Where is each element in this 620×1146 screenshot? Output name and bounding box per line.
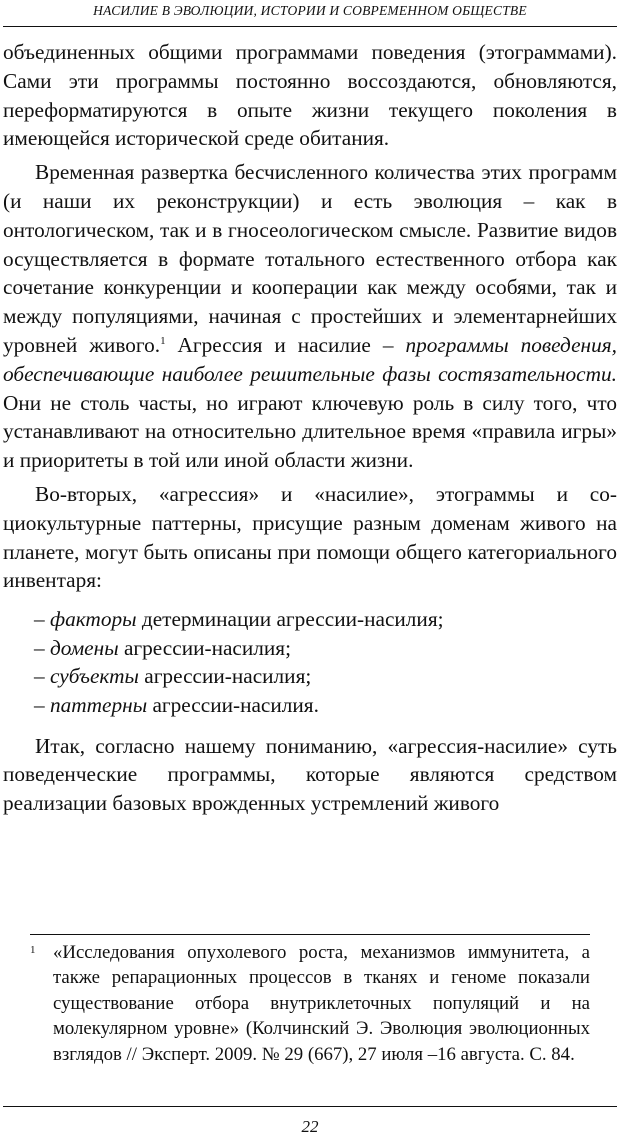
paragraph-2-part-3: Они не столь часты, но играют ключевую роль в силу того, что устанавливают на относительно длительное время «правила игры» и приоритеты в той или иной области жизни.	[3, 390, 617, 473]
list-item-term: субъекты	[49, 664, 139, 689]
list-item-term: факторы	[49, 607, 137, 632]
footnote-text: «Исследования опухолевого роста, механизмов иммунитета, а также репарационных процессов в тканях и геноме показали существование отбора внутриклеточных популяций и на молекулярном уровне» (Колчинский Э. Эволюция эволюционных взглядов // Эксперт. 2009. № 29 (667), 27 июля –16 августа. С. 84.	[53, 942, 590, 1065]
category-list	[3, 605, 617, 719]
footnote-reference[interactable]: 1	[160, 334, 166, 347]
paragraph-3: Во-вторых, «агрессия» и «насилие», этограммы и социокультурные паттерны, присущие разным доменам живого на планете, могут быть описаны при помощи общего категориального инвентаря:	[3, 481, 617, 593]
paragraph-2	[3, 158, 617, 475]
paragraph-2-part-1: Временная развертка бесчисленного количества этих программ (и наши их реконструкции) и есть эволюция – как в онтологическом, так и в гносеологическом смысле. Развитие видов осуществляется в формате тотального естественного отбора как сочетание конкуренции и кооперации как между особями, так и между популяциями, начиная с простейших и элементарнейших уровней живого.	[3, 160, 617, 357]
main-text	[3, 38, 617, 818]
paragraph-4: Итак, согласно нашему пониманию, «агрессия-насилие» суть поведенческие программы, которые являются средством реализации базовых врожденных устремлений живого	[3, 733, 617, 816]
footnote-mark: 1	[30, 944, 36, 956]
paragraph-2-emphasis: программы поведения, обеспечивающие наиболее решительные фазы состязательности.	[3, 332, 617, 386]
header-rule	[3, 26, 617, 27]
list-item: – факторы детерминации агрессии-насилия;	[34, 607, 444, 632]
footnote-rule	[30, 934, 590, 935]
list-item: – паттерны агрессии-насилия.	[34, 692, 319, 717]
paragraph-1: объединенных общими программами поведения (этограммами). Сами эти программы постоянно воссоздаются, обновляются, переформатируются в опыте жизни текущего поколения в имеющейся исторической среде обитания.	[3, 40, 617, 151]
footnote	[30, 940, 590, 1067]
running-header: НАСИЛИЕ В ЭВОЛЮЦИИ, ИСТОРИИ И СОВРЕМЕННОМ ОБЩЕСТВЕ	[93, 3, 527, 18]
paragraph-2-part-2: Агрессия и насилие –	[165, 332, 406, 357]
page-number: 22	[301, 1117, 319, 1136]
list-item: – субъекты агрессии-насилия;	[34, 664, 312, 689]
list-item: – домены агрессии-насилия;	[34, 635, 292, 660]
bottom-rule	[3, 1106, 617, 1107]
list-item-term: домены	[49, 635, 119, 660]
list-item-term: паттерны	[49, 692, 148, 717]
